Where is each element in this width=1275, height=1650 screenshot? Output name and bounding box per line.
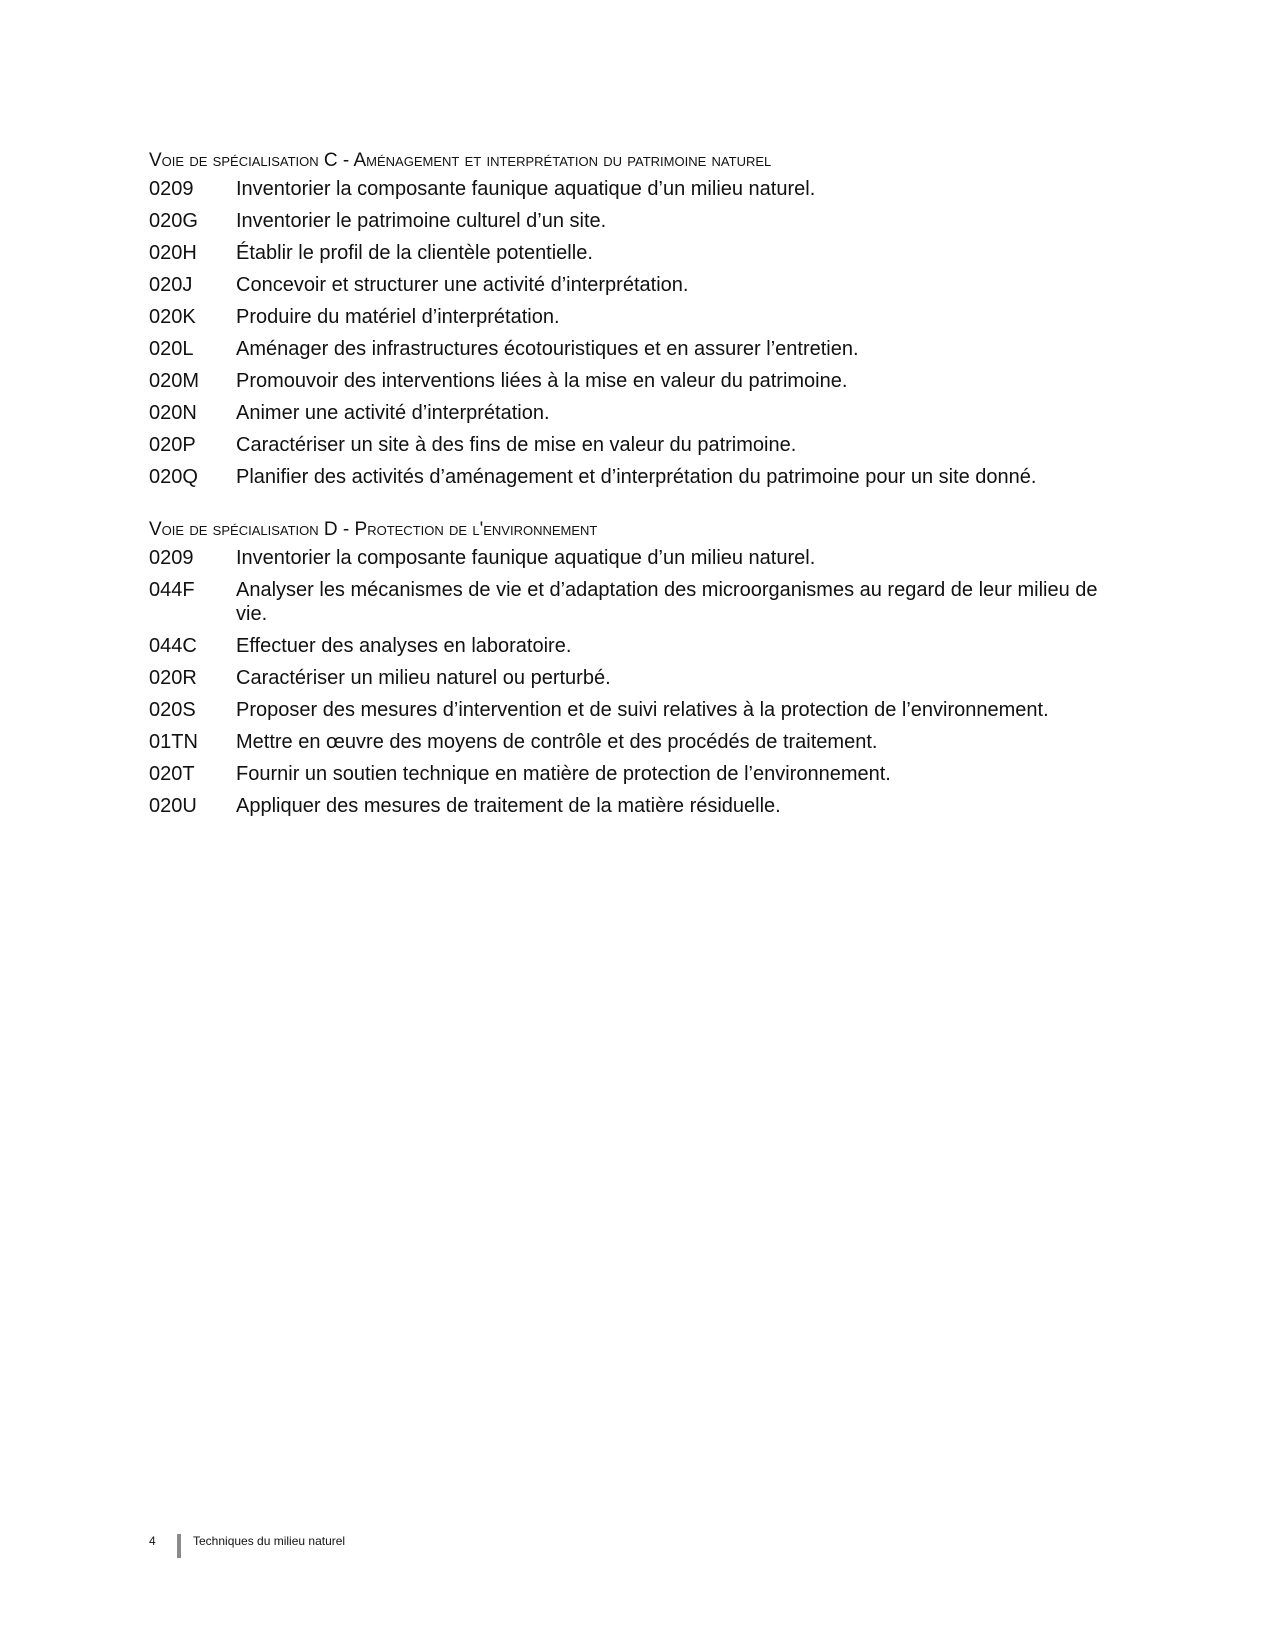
competency-text: Inventorier la composante faunique aquatique d’un milieu naturel. (236, 547, 816, 569)
competency-code: 020Q (149, 466, 198, 488)
competency-text: Mettre en œuvre des moyens de contrôle et des procédés de traitement. (236, 731, 878, 753)
footer-title: Techniques du milieu naturel (193, 1534, 346, 1548)
section-specialisation-d (149, 517, 1129, 818)
list-item (149, 305, 1129, 329)
competency-code: 044F (149, 579, 195, 601)
page-footer (149, 1534, 345, 1558)
competency-code: 020J (149, 274, 193, 296)
competency-code: 020U (149, 795, 197, 817)
list-item (149, 369, 1129, 393)
competency-text: Inventorier le patrimoine culturel d’un site. (236, 210, 607, 232)
competency-text: Appliquer des mesures de traitement de la matière résiduelle. (236, 795, 781, 817)
competency-text: Produire du matériel d’interprétation. (236, 306, 560, 328)
competency-text: Promouvoir des interventions liées à la mise en valeur du patrimoine. (236, 370, 848, 392)
section-specialisation-c (149, 148, 1129, 489)
competency-code: 020T (149, 763, 195, 785)
competency-text: Concevoir et structurer une activité d’interprétation. (236, 274, 689, 296)
competency-text: Établir le profil de la clientèle potentielle. (236, 242, 593, 264)
list-item (149, 465, 1129, 489)
competency-code: 0209 (149, 178, 194, 200)
section-title: Voie de spécialisation D - Protection de l'environnement (149, 519, 598, 540)
list-item (149, 241, 1129, 265)
competency-text: Analyser les mécanismes de vie et d’adaptation des microorganismes au regard de leur milieu de vie. (236, 579, 1098, 625)
list-item (149, 730, 1129, 754)
competency-code: 020S (149, 699, 196, 721)
competency-code: 020G (149, 210, 198, 232)
competency-text: Fournir un soutien technique en matière de protection de l’environnement. (236, 763, 891, 785)
competency-code: 020N (149, 402, 197, 424)
competency-code: 020L (149, 338, 194, 360)
competency-text: Aménager des infrastructures écotouristiques et en assurer l’entretien. (236, 338, 859, 360)
document-body (149, 148, 1129, 846)
competency-text: Animer une activité d’interprétation. (236, 402, 550, 424)
list-item (149, 433, 1129, 457)
list-item (149, 337, 1129, 361)
section-title: Voie de spécialisation C - Aménagement et interprétation du patrimoine naturel (149, 150, 772, 171)
list-item (149, 762, 1129, 786)
list-item (149, 698, 1129, 722)
competency-text: Caractériser un site à des fins de mise en valeur du patrimoine. (236, 434, 797, 456)
list-item (149, 546, 1129, 570)
competency-code: 0209 (149, 547, 194, 569)
competency-code: 020P (149, 434, 196, 456)
competency-code: 020H (149, 242, 197, 264)
competency-text: Effectuer des analyses en laboratoire. (236, 635, 572, 657)
list-item (149, 666, 1129, 690)
competency-code: 020M (149, 370, 200, 392)
competency-code: 020R (149, 667, 197, 689)
list-item (149, 578, 1129, 626)
list-item (149, 794, 1129, 818)
competency-code: 020K (149, 306, 196, 328)
page-number: 4 (149, 1534, 156, 1548)
list-item (149, 273, 1129, 297)
list-item (149, 177, 1129, 201)
competency-code: 044C (149, 635, 197, 657)
competency-text: Planifier des activités d’aménagement et d’interprétation du patrimoine pour un site donné. (236, 466, 1037, 488)
competency-text: Proposer des mesures d’intervention et de suivi relatives à la protection de l’environnement. (236, 699, 1049, 721)
competency-text: Inventorier la composante faunique aquatique d’un milieu naturel. (236, 178, 816, 200)
list-item (149, 401, 1129, 425)
list-item (149, 634, 1129, 658)
competency-code: 01TN (149, 731, 198, 753)
list-item (149, 209, 1129, 233)
footer-divider (177, 1534, 181, 1558)
competency-text: Caractériser un milieu naturel ou perturbé. (236, 667, 611, 689)
